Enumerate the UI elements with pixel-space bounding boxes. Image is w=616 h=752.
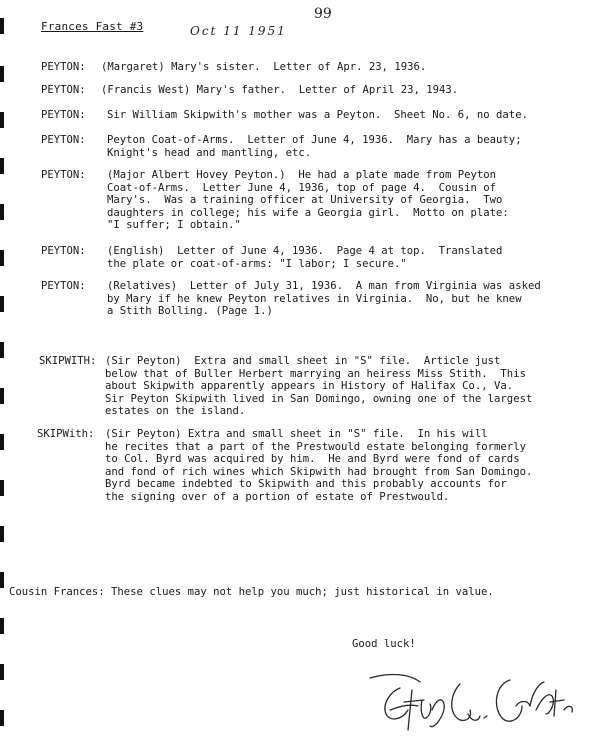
entry-line: Sir Peyton Skipwith lived in San Domingo, owning one of the largest: [105, 392, 533, 405]
entry-line: Byrd became indebted to Skipwith and this probably accounts for: [105, 478, 507, 490]
entry-key: SKIPWITH:: [39, 355, 97, 367]
entry-line: the signing over of a portion of estate of Prestwould.: [105, 490, 450, 503]
entry-line: and fond of rich wines which Skipwith had brought from San Domingo.: [105, 465, 533, 478]
entry-key: SKIPWith:: [37, 428, 95, 440]
entry-line: by Mary if he knew Peyton relatives in Virginia. No, but he knew: [107, 292, 522, 305]
entry-line: estates on the island.: [105, 405, 246, 417]
handwritten-date: Oct 11 1951: [190, 24, 287, 38]
entry-line: (Major Albert Hovey Peyton.) He had a plate made from Peyton: [107, 169, 497, 181]
entry-line: Sir William Skipwith's mother was a Peyton. Sheet No. 6, no date.: [107, 109, 528, 121]
entry-line: he recites that a part of the Prestwould estate belonging formerly: [105, 440, 526, 453]
entry-line: (Francis West) Mary's father. Letter of April 23, 1943.: [101, 84, 459, 96]
entry-line: Mary's. Was a training officer at University of Georgia. Two: [107, 194, 503, 206]
entry-line: Coat-of-Arms. Letter June 4, 1936, top of page 4. Cousin of: [107, 181, 497, 194]
entry-line: "I suffer; I obtain.": [107, 219, 241, 231]
binding-mark: [0, 112, 4, 128]
page-number: 99: [314, 6, 332, 22]
entry-key: PEYTON:: [41, 109, 86, 121]
entry-line: Knight's head and mantling, etc.: [107, 146, 312, 159]
binding-mark: [0, 526, 4, 542]
binding-mark: [0, 480, 4, 496]
binding-mark: [0, 204, 4, 220]
signature-image: [360, 670, 580, 740]
entry-line: daughters in college; his wife a Georgia girl. Motto on plate:: [107, 206, 509, 219]
binding-mark: [0, 434, 4, 450]
binding-mark: [0, 66, 4, 82]
entry-line: (Relatives) Letter of July 31, 1936. A man from Virginia was asked: [107, 280, 541, 292]
entry-key: PEYTON:: [41, 134, 86, 146]
entry-key: PEYTON:: [41, 280, 86, 292]
binding-mark: [0, 158, 4, 174]
entry-key: PEYTON:: [41, 84, 86, 96]
entry-line: Peyton Coat-of-Arms. Letter of June 4, 1936. Mary has a beauty;: [107, 134, 522, 146]
entry-line: (Margaret) Mary's sister. Letter of Apr. 23, 1936.: [101, 61, 427, 73]
entry-line: (English) Letter of June 4, 1936. Page 4 at top. Translated: [107, 245, 503, 257]
entry-key: PEYTON:: [41, 245, 86, 257]
binding-mark: [0, 664, 4, 680]
entry-line: the plate or coat-of-arms: "I labor; I secure.": [107, 257, 407, 270]
binding-mark: [0, 250, 4, 266]
entry-key: PEYTON:: [41, 169, 86, 181]
entry-line: (Sir Peyton) Extra and small sheet in "S" file. Article just: [105, 355, 501, 367]
entry-line: about Skipwith apparently appears in History of Halifax Co., Va.: [105, 380, 514, 392]
closing-note: Cousin Frances: These clues may not help you much; just historical in value.: [9, 586, 494, 598]
binding-mark: [0, 572, 4, 588]
binding-mark: [0, 342, 4, 358]
binding-mark: [0, 296, 4, 312]
entry-line: a Stith Bolling. (Page 1.): [107, 305, 273, 317]
entry-line: (Sir Peyton) Extra and small sheet in "S" file. In his will: [105, 428, 488, 440]
binding-mark: [0, 710, 4, 726]
binding-mark: [0, 618, 4, 634]
entry-key: PEYTON:: [41, 61, 86, 73]
binding-mark: [0, 18, 4, 34]
entry-line: below that of Buller Herbert marrying an heiress Miss Stith. This: [105, 367, 526, 380]
closing-salutation: Good luck!: [352, 638, 416, 650]
document-title: Frances Fast #3: [41, 20, 144, 33]
entry-line: to Col. Byrd was acquired by him. He and Byrd were fond of cards: [105, 453, 520, 465]
binding-mark: [0, 388, 4, 404]
